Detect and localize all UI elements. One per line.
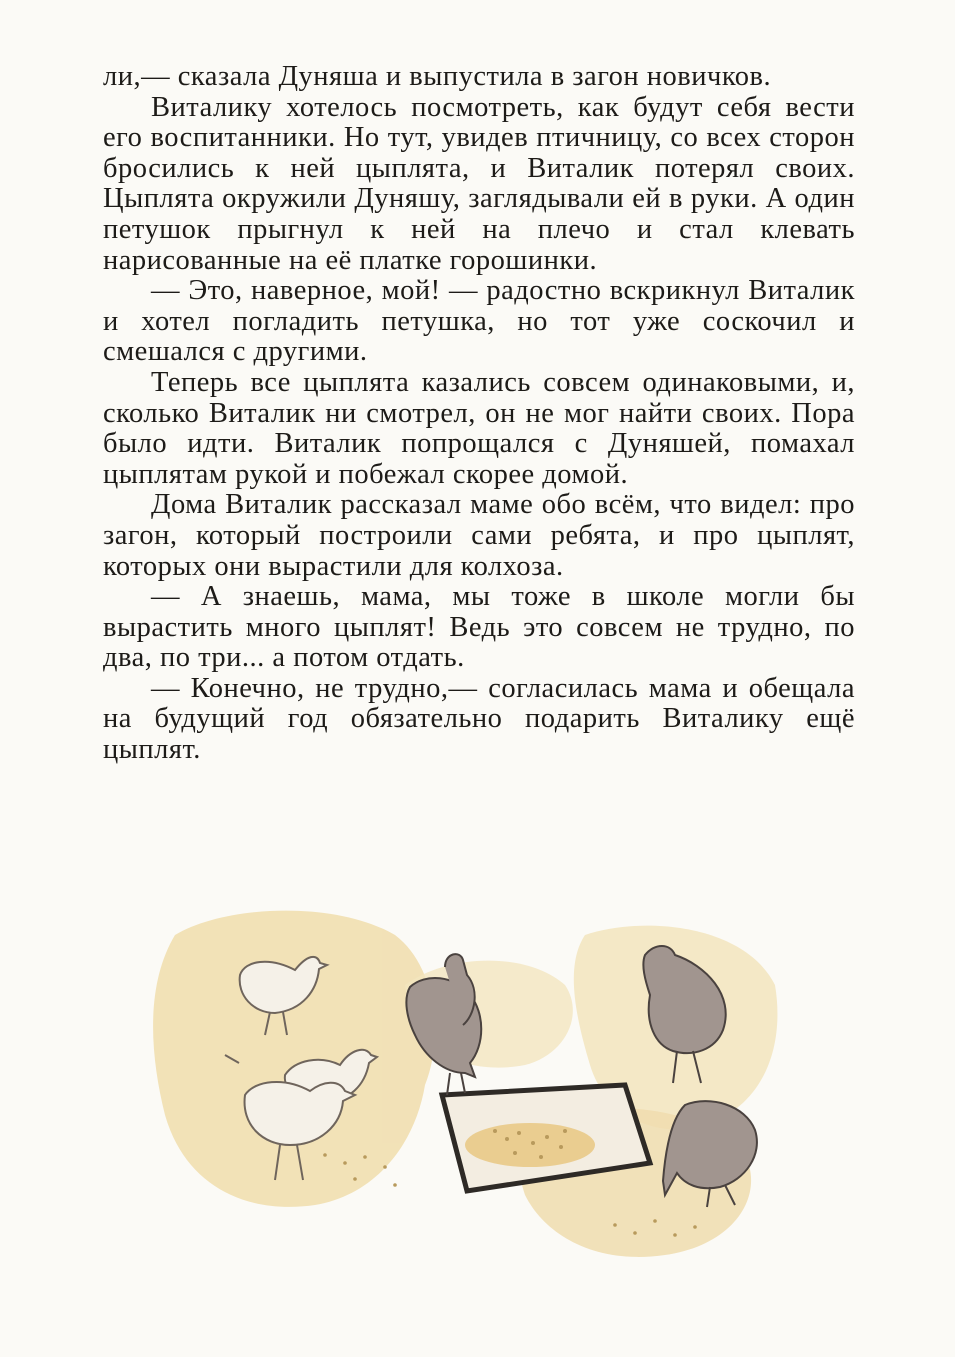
paragraph-2: Виталику хотелось посмотреть, как будут себя вести его воспитанники. Но тут, увидев птичницу, со всех сторон бросились к ней цыплята, и Виталик потерял своих. Цыплята окружили Дуняшу, заглядывали ей в руки. А один петушок прыгнул к ней на плечо и стал клевать нарисованные на её платке горошинки. <box>103 91 855 276</box>
chickens-illustration <box>145 895 785 1275</box>
paragraph-3: — Это, наверное, мой! — радостно вскрикнул Виталик и хотел погладить петушка, но тот уже соскочил и смешался с другими. <box>103 275 855 368</box>
paragraph-4: Теперь все цыплята казались совсем одинаковыми, и, сколько Виталик ни смотрел, он не мог найти своих. Пора было идти. Виталик попрощался с Дуняшей, помахал цыплятам рукой и побежал скорее домой. <box>103 366 855 490</box>
story-text <box>103 62 855 766</box>
paragraph-5: Дома Виталик рассказал маме обо всём, что видел: про загон, который построили сами ребята, и про цыплят, которых они вырастили для колхоза. <box>103 489 855 582</box>
paragraph-7: — Конечно, не трудно,— согласилась мама и обещала на будущий год обязательно подарить Виталику ещё цыплят. <box>103 672 855 766</box>
paragraph-1: ли,— сказала Дуняша и выпустила в загон новичков. <box>103 61 772 92</box>
paragraph-6: — А знаешь, мама, мы тоже в школе могли бы вырастить много цыплят! Ведь это совсем не трудно, по два, по три... а потом отдать. <box>103 581 855 674</box>
